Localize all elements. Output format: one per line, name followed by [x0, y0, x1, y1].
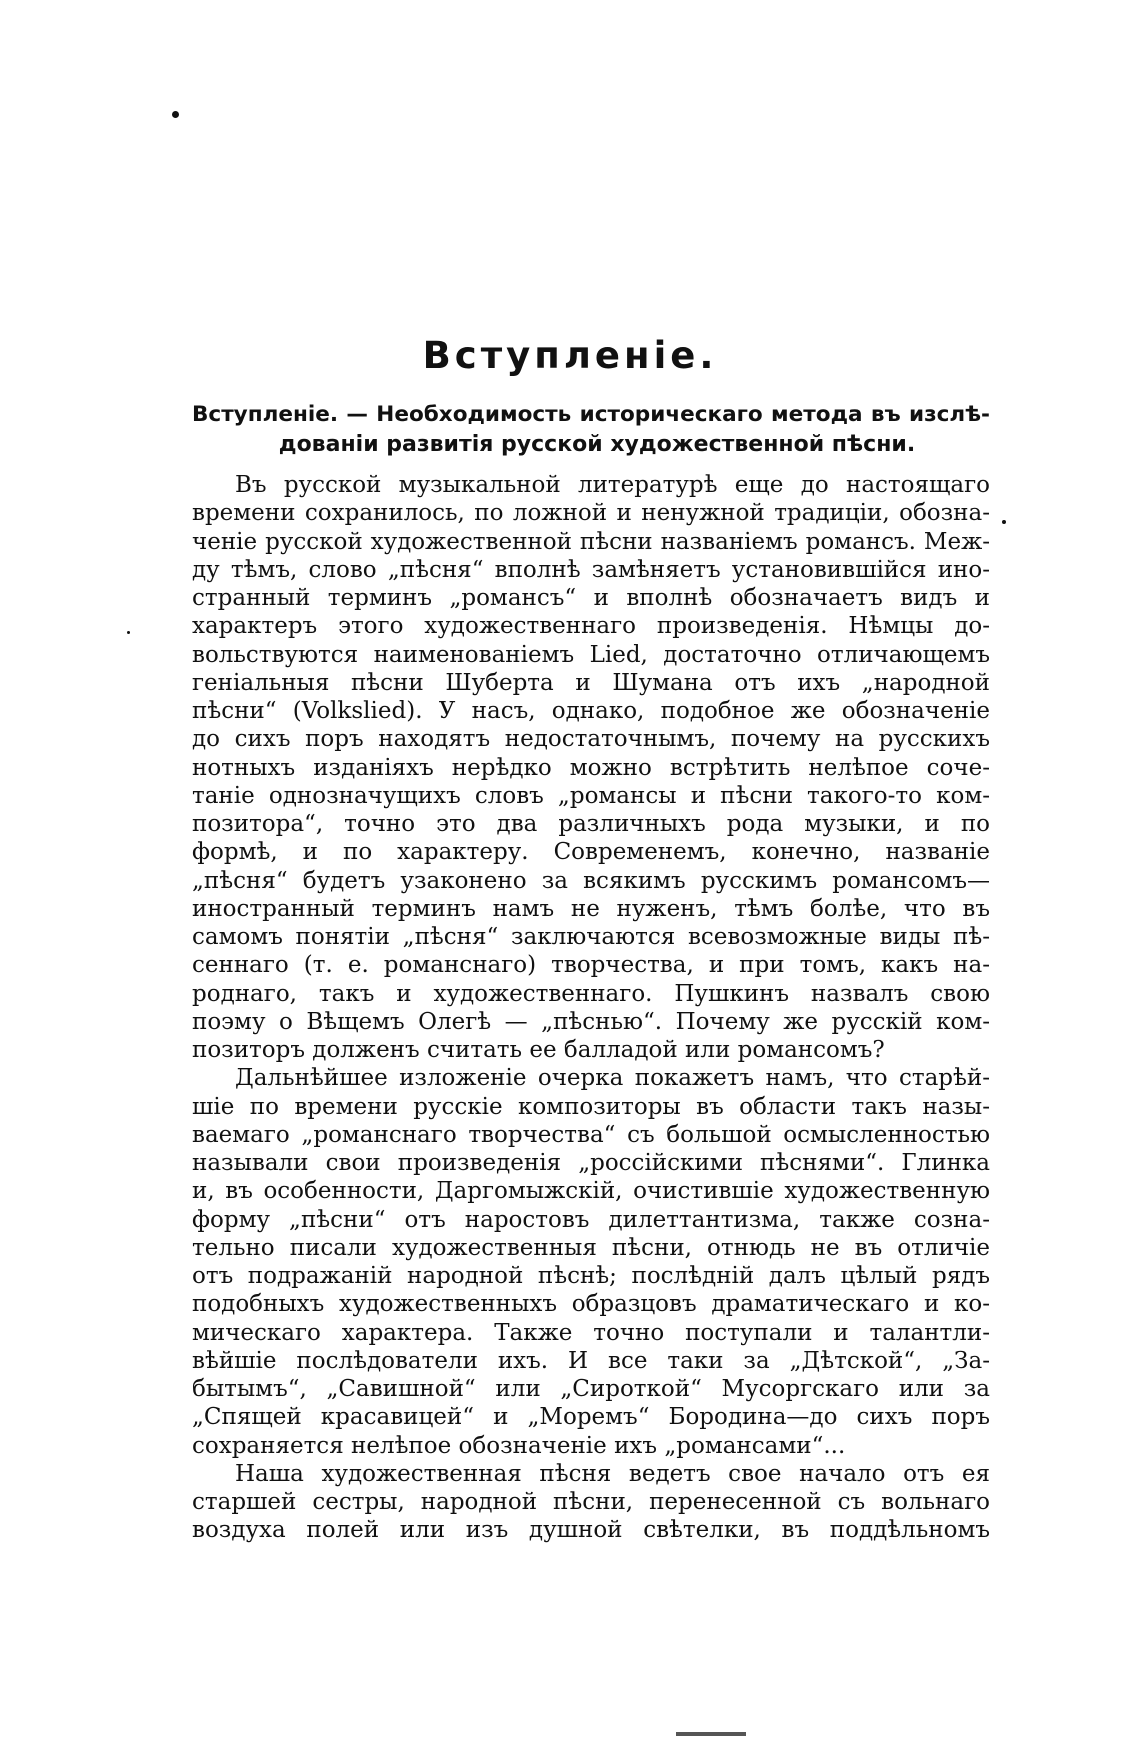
text-line: Дальнѣйшее изложеніе очерка покажетъ намъ, что старѣй-: [235, 1065, 990, 1092]
text-line: Въ русской музыкальной литературѣ еще до настоящаго: [235, 472, 990, 498]
text-line: отъ подражаній народной пѣснѣ; послѣдній далъ цѣлый рядъ: [192, 1263, 990, 1289]
ink-speck-mark: [127, 631, 130, 634]
text-line: подобныхъ художественныхъ образцовъ драматическаго и ко-: [192, 1291, 990, 1318]
text-line: бытымъ“, „Савишной“ или „Сироткой“ Мусоргскаго или за: [192, 1376, 990, 1402]
text-line: иностранный терминъ намъ не нуженъ, тѣмъ болѣе, что въ: [192, 895, 990, 922]
text-line: до сихъ поръ находятъ недостаточнымъ, почему на русскихъ: [192, 726, 990, 753]
ink-speck-mark: [1002, 520, 1006, 524]
text-line: воздуха полей или изъ душной свѣтелки, въ поддѣльномъ: [192, 1517, 990, 1544]
body-text: [192, 471, 990, 1545]
text-line: сохраняется нелѣпое обозначеніе ихъ „романсами“...: [192, 1432, 846, 1459]
text-line: и, въ особенности, Даргомыжскій, очистившіе художественную: [192, 1178, 990, 1205]
text-line: таніе однозначущихъ словъ „романсы и пѣсни такого-то ком-: [192, 782, 990, 809]
text-line: сеннаго (т. е. романснаго) творчества, и при томъ, какъ на-: [192, 952, 990, 979]
text-line: форму „пѣсни“ отъ наростовъ дилеттантизма, также созна-: [192, 1206, 990, 1233]
summary-line: дованіи развитія русской художественной пѣсни.: [278, 432, 916, 457]
ink-dot-mark: [172, 111, 179, 118]
text-line: называли свои произведенія „россійскими пѣснями“. Глинка: [192, 1150, 990, 1176]
text-line: геніальныя пѣсни Шуберта и Шумана отъ ихъ „народной: [192, 669, 990, 696]
page-edge-mark: [676, 1732, 746, 1736]
text-line: Наша художественная пѣсня ведетъ свое начало отъ ея: [235, 1460, 990, 1487]
text-line: странный терминъ „романсъ“ и вполнѣ обозначаетъ видъ и: [192, 585, 990, 611]
text-line: мическаго характера. Также точно поступали и талантли-: [192, 1319, 990, 1346]
text-line: ваемаго „романснаго творчества“ съ большой осмысленностью: [192, 1121, 990, 1148]
text-line: характеръ этого художественнаго произведенія. Нѣмцы до-: [192, 613, 990, 640]
text-line: „Спящей красавицей“ и „Моремъ“ Бородина—до сихъ поръ: [192, 1404, 990, 1431]
text-line: „пѣсня“ будетъ узаконено за всякимъ русскимъ романсомъ—: [192, 867, 990, 894]
chapter-summary: [192, 400, 990, 460]
text-line: позитора“, точно это два различныхъ рода музыки, и по: [192, 811, 990, 837]
text-line: времени сохранилось, по ложной и ненужной традиціи, обозна-: [192, 500, 990, 527]
text-line: шіе по времени русскіе композиторы въ области такъ назы-: [192, 1093, 990, 1120]
text-line: роднаго, такъ и художественнаго. Пушкинъ назвалъ свою: [192, 980, 990, 1007]
text-line: ду тѣмъ, слово „пѣсня“ вполнѣ замѣняетъ установившійся ино-: [192, 556, 990, 583]
text-line: самомъ понятіи „пѣсня“ заключаются всевозможные виды пѣ-: [192, 924, 990, 950]
text-line: вѣйшіе послѣдователи ихъ. И все таки за „Дѣтской“, „За-: [192, 1347, 990, 1374]
text-line: формѣ, и по характеру. Современемъ, конечно, названіе: [192, 839, 990, 866]
text-line: поэму о Вѣщемъ Олегѣ — „пѣснью“. Почему же русскій ком-: [192, 1008, 990, 1035]
text-line: ченіе русской художественной пѣсни названіемъ романсъ. Меж-: [192, 528, 990, 555]
summary-line: Вступленіе. — Необходимость историческаго метода въ изслѣ-: [192, 402, 990, 427]
text-line: нотныхъ изданіяхъ нерѣдко можно встрѣтить нелѣпое соче-: [192, 754, 990, 781]
text-line: старшей сестры, народной пѣсни, перенесенной съ вольнаго: [192, 1489, 990, 1515]
text-line: вольствуются наименованіемъ Lied, достаточно отличающемъ: [192, 641, 990, 668]
text-line: позиторъ долженъ считать ее балладой или романсомъ?: [192, 1037, 885, 1063]
chapter-title: Вступленіе.: [422, 334, 718, 377]
text-line: пѣсни“ (Volkslied). У насъ, однако, подобное же обозначеніе: [192, 698, 990, 724]
text-line: тельно писали художественныя пѣсни, отнюдь не въ отличіе: [192, 1234, 990, 1261]
